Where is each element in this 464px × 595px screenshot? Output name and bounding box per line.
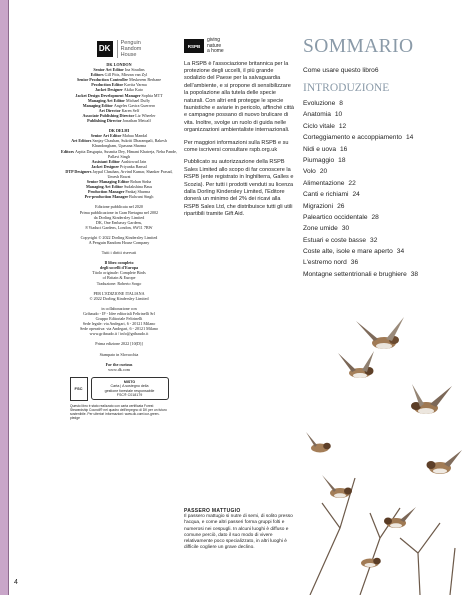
page-edge-line <box>8 0 9 595</box>
toc-heading: SOMMARIO <box>303 36 414 57</box>
translator: Traduzione: Roberto Sorgo <box>96 280 142 286</box>
toc-item-label: Alimentazione <box>303 179 345 187</box>
table-of-contents <box>303 36 453 282</box>
credit-name: Aashirwad Jain <box>120 158 147 164</box>
rspb-logo: RSPB giving nature a home <box>184 38 296 55</box>
credit-role: Senior Production Controller <box>76 77 130 83</box>
toc-item[interactable] <box>303 180 453 188</box>
toc-item[interactable] <box>303 191 453 199</box>
london-heading: DK LONDON <box>106 62 132 67</box>
credit-name: Gill Pitts, Miezan van Zyl <box>104 72 148 78</box>
toc-item-page: 16 <box>340 145 348 153</box>
penguin-random-house-logo: Penguin Random House <box>117 40 142 58</box>
toc-item[interactable] <box>303 225 453 233</box>
toc-item[interactable] <box>303 259 453 267</box>
credit-name: Angeles Gavira Guerrero <box>113 102 156 108</box>
original-title: Titolo originale: Complete Birds <box>92 270 146 276</box>
text-line: da Dorling Kindersley Limited <box>93 214 145 220</box>
toc-item-page: 38 <box>410 270 419 278</box>
credit-name: Sophia MTT <box>141 92 163 98</box>
toc-item[interactable] <box>303 111 453 119</box>
toc-item-page: 14 <box>405 134 414 142</box>
toc-item-page: 36 <box>350 259 359 267</box>
credit-name: Meskerem Berhane <box>129 77 162 83</box>
toc-item-page: 20 <box>319 168 328 176</box>
credit-role: Associate Publishing Director <box>82 112 136 118</box>
toc-item-page: 34 <box>396 248 405 256</box>
toc-item-page: 12 <box>338 122 347 130</box>
credit-name: Kavita Varma <box>124 82 147 88</box>
delhi-roles <box>60 133 178 199</box>
toc-item-page: 18 <box>338 156 346 164</box>
toc-item[interactable] <box>303 248 453 256</box>
credit-line <box>60 138 178 148</box>
credit-role: Art Director <box>98 107 122 113</box>
fsc-mix-box: MISTO Carta | A sostegno della gestione forestale responsabile FSC® C018179 <box>91 377 169 400</box>
text-line: A Penguin Random House Company <box>88 240 150 245</box>
page-number: 4 <box>14 579 18 586</box>
toc-item-label: Paleartico occidentale <box>303 213 368 221</box>
text-line: Gruppo Editoriale Feltrinelli <box>95 316 143 322</box>
credit-name: Liz Wheeler <box>135 112 156 118</box>
toc-section-heading: INTRODUZIONE <box>303 82 390 94</box>
toc-item-label: Zone umide <box>303 225 338 233</box>
credit-name: Akiko Kato <box>123 87 144 93</box>
book-title: Il libro completo <box>104 260 134 266</box>
book-title-2: degli uccelli d'Europa <box>99 265 139 271</box>
credit-name: Michael Duffy <box>125 97 151 103</box>
text-line: Sede operativa: via Andegari, 6 - 20121 Milano <box>80 326 158 332</box>
toc-item[interactable] <box>303 134 453 142</box>
toc-item[interactable] <box>303 203 453 211</box>
toc-item[interactable] <box>303 146 453 154</box>
page-edge-strip <box>0 0 8 595</box>
toc-item[interactable] <box>303 157 453 165</box>
credit-role: Senior Art Editor <box>93 67 125 73</box>
rspb-paragraph: Per maggiori informazioni sulla RSPB e su come iscriversi consultare rspb.org.uk <box>184 139 289 153</box>
toc-item-label: L'estremo nord <box>303 259 347 267</box>
credit-name: Karen Self <box>121 107 140 113</box>
toc-item-page: 22 <box>348 179 356 187</box>
toc-item-label: Piumaggio <box>303 156 335 164</box>
toc-item-page: 26 <box>337 202 345 210</box>
text-line: in collaborazione con <box>101 305 137 311</box>
text-line: Gribaudo - IF - Idee editoriali Feltrinelli Srl <box>83 310 155 316</box>
toc-item-label: Migrazioni <box>303 202 334 210</box>
toc-item-page: 30 <box>341 225 350 233</box>
credit-role: Production Manager <box>87 189 126 195</box>
toc-item-label: Corteggiamento e accoppiamento <box>303 134 402 142</box>
credit-role: Senior Art Editor <box>90 133 123 139</box>
edition-info <box>60 204 178 229</box>
dk-logo-icon: DK <box>97 41 113 57</box>
rspb-paragraph: Pubblicato su autorizzazione della RSPB Sales Limited allo scopo di far conoscere la RSPB (ente registrato in Inghilterra, Galles e Scozia). Per tutti i prodotti venduti su licenza dalla Dorling Kindersley Limited, l'Editore donerà un minimo del 2% dei ricavi alla RSPB Sales Ltd, che distribuisce tutti gli utili ripartibili tramite Gift Aid. <box>184 159 294 218</box>
toc-item-page: 28 <box>371 213 379 221</box>
credit-name: Ina Stradins <box>124 67 145 73</box>
for-the-curious: For the curious <box>105 361 133 367</box>
text-line: 8 Viaduct Gardens, London, SW11 7BW <box>85 224 153 230</box>
copyright-info <box>60 235 178 245</box>
toc-item-label: Nidi e uova <box>303 145 336 153</box>
delhi-heading: DK DELHI <box>108 128 130 134</box>
text-line: DK, One Embassy Gardens, <box>95 219 143 225</box>
credit-line <box>60 149 178 159</box>
credit-role: Jacket Designer <box>91 163 121 169</box>
toc-item-label: Coste alte, isole e mare aperto <box>303 248 393 256</box>
toc-item-page: 32 <box>370 236 378 244</box>
credit-role: Pre-production Manager <box>84 194 130 200</box>
original-title-2: of Britain & Europe <box>102 275 136 281</box>
credit-role: Publishing Director <box>87 118 123 124</box>
toc-item[interactable] <box>303 237 453 245</box>
toc-item-page: 10 <box>334 111 343 119</box>
credit-name: Sanjay Chauhan, Sukriti Dharampali, Rakesh Khundongbam, Upasana Sharma <box>91 138 167 149</box>
credit-name: Pankaj Sharma <box>125 189 151 195</box>
fsc-note: Questo libro è stato realizzato con carta certificata Forest Stewardship Council® nel quadro dell'impegno di DK per un futuro sostenibile. Per ulteriori informazioni: www.dk.com/our-green-pledge <box>70 403 167 420</box>
credit-name: Mahua Mandal <box>122 133 148 139</box>
fsc-tree-icon: FSC <box>70 377 88 401</box>
credit-role: Editors <box>90 72 105 78</box>
toc-item[interactable] <box>303 100 453 108</box>
sparrow-flock-photo <box>300 298 464 595</box>
credits-column <box>60 40 178 420</box>
toc-item-label: Evoluzione <box>303 100 336 107</box>
credit-role: Editors <box>61 148 76 154</box>
credit-role: Assistant Editor <box>91 158 121 164</box>
photo-caption <box>184 508 300 551</box>
publisher-logo <box>60 40 178 58</box>
credit-name: Balwant Singh <box>129 194 154 200</box>
collaboration-info <box>60 306 178 337</box>
caption-title: PASSERO MATTUGIO <box>184 508 241 514</box>
credit-role: Managing Editor <box>82 102 114 108</box>
text-line: Prima pubblicazione in Gran Bretagna nel 2002 <box>79 209 159 215</box>
credit-name: Rohan Sinha <box>130 179 152 185</box>
text-line: Copyright © 2022 Dorling Kindersley Limited <box>80 234 158 240</box>
credit-role: Jacket Design Development Manager <box>75 92 142 98</box>
toc-item-label: Anatomia <box>303 111 331 119</box>
credit-name: Sudakshina Basu <box>123 184 153 190</box>
credit-name: Priyanka Bansal <box>120 163 147 169</box>
toc-item-page: 8 <box>339 100 343 107</box>
toc-list <box>303 100 453 278</box>
toc-item[interactable]: Come usare questo libro6 <box>303 67 379 74</box>
text-line: Sede legale: via Andegari, 6 - 20121 Milano <box>82 321 156 327</box>
credit-role: DTP Designers <box>65 168 93 174</box>
italian-edition-info <box>60 291 178 301</box>
rights-text: Tutti i diritti riservati <box>101 250 137 256</box>
toc-item[interactable] <box>303 168 453 176</box>
toc-item[interactable] <box>303 214 453 222</box>
rspb-paragraph: La RSPB è l'associazione britannica per la protezione degli uccelli, il più grande sodalizio del Paese per la salvaguardia dell'ambiente, e si propone di sensibilizzare la popolazione alla tutela delle specie naturali. Con altri enti protegge le specie faunistiche e aviarie in pericolo, affinché città e campagne possano di nuovo brulicare di vita. Inoltre, svolge un ruolo di guida nelle organizzazioni ambientaliste internazionali. <box>184 60 294 134</box>
credit-role: Managing Art Editor <box>85 184 124 190</box>
credit-line <box>60 169 178 179</box>
toc-item-label: Volo <box>303 168 316 176</box>
toc-item[interactable] <box>303 123 453 131</box>
toc-item[interactable] <box>303 271 453 279</box>
fsc-label <box>60 377 178 401</box>
toc-item-label: Ciclo vitale <box>303 122 335 130</box>
london-roles <box>60 67 178 123</box>
rspb-column <box>184 38 296 224</box>
credit-role: Production Editor <box>91 82 125 88</box>
text-line: Edizione pubblicata nel 2020 <box>95 204 143 210</box>
text-line: PER L'EDIZIONE ITALIANA <box>93 290 145 296</box>
toc-item-label: Montagne settentrionali e brughiere <box>303 270 407 278</box>
toc-item-label: Estuari e coste basse <box>303 236 367 244</box>
credit-role: Jacket Designer <box>94 87 124 93</box>
toc-item-label: Canti e richiami <box>303 191 349 199</box>
website: www.dk.com <box>108 366 130 372</box>
text-line: Prima edizione 2022 [10(D)] <box>95 341 143 347</box>
credit-role: Senior Managing Editor <box>86 179 131 185</box>
caption-text: Il passero mattugio si nutre di semi, di solito presso l'acqua, e come altri passeri forma gruppi folti e numerosi nei cespugli. In alcuni luoghi è diffuso e comune perciò, dato il suo modo di vivere relativamente poco specializzato, in altri luoghi è difficile cogliere un grave declino. <box>184 514 293 551</box>
rspb-bird-icon: RSPB <box>184 39 204 53</box>
toc-item-page: 24 <box>352 191 360 199</box>
printed-in: Stampato in Slovacchia <box>99 351 139 357</box>
credit-name: Jaypal Chauhan, Arvind Kumar, Shanker Prasad, Umesh Rawat <box>92 168 173 179</box>
credit-role: Managing Art Editor <box>87 97 126 103</box>
credit-name: Jonathan Metcalf <box>122 118 151 124</box>
credit-name: Arpita Dasgupta, Susmita Dey, Himani Khatreja, Neha Pande, Pallavi Singh <box>75 148 177 159</box>
text-line: © 2022 Dorling Kindersley Limited <box>89 295 149 301</box>
sparrow-flock-illustration <box>300 298 464 595</box>
text-line: www.gribaudo.it / info@gribaudo.it <box>89 331 149 337</box>
credit-role: Art Editors <box>71 138 93 144</box>
